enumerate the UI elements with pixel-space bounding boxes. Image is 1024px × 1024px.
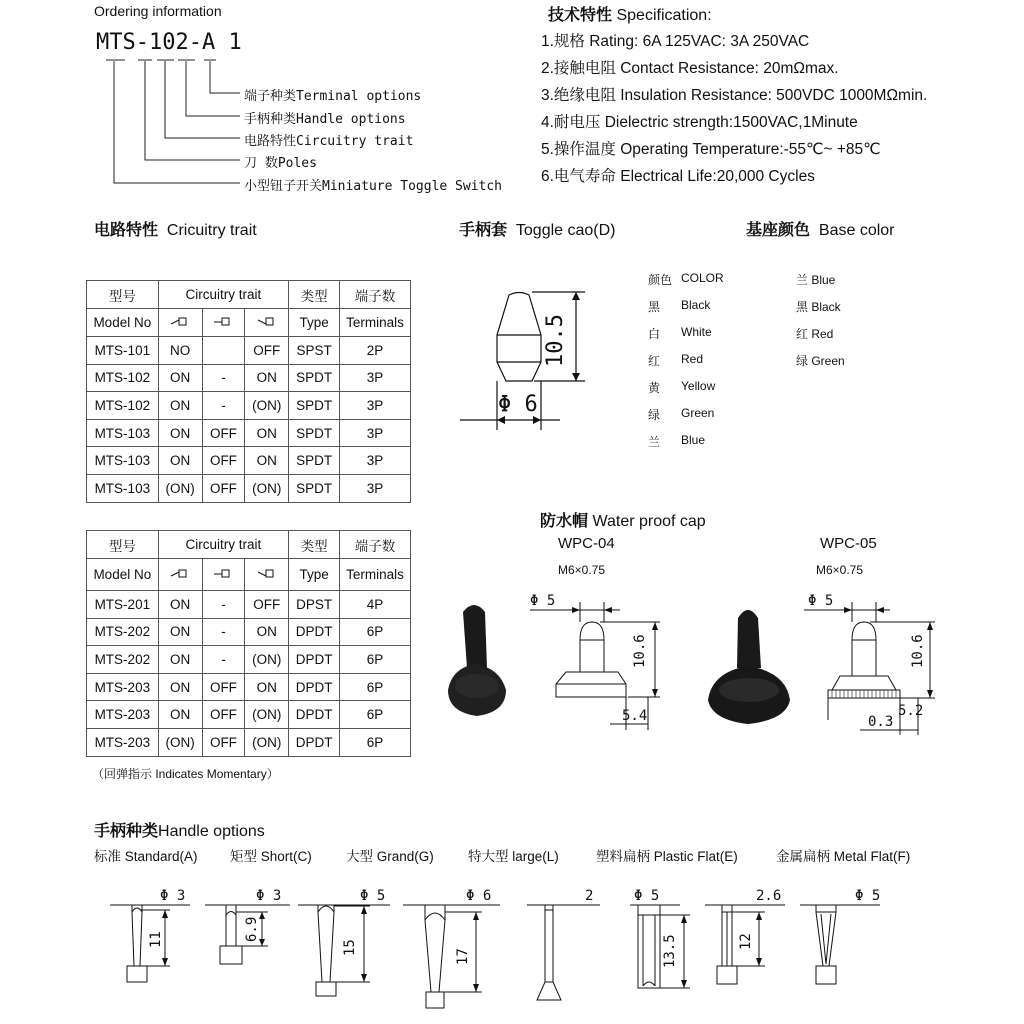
handle-short-dia: Φ 3 [256, 888, 282, 904]
cell-pos3: ON [245, 364, 289, 392]
cell-pos1: ON [158, 701, 202, 729]
cap-color-en: White [681, 325, 712, 339]
cell-pos1: ON [158, 646, 202, 674]
wpc04-name: WPC-04 [558, 535, 615, 552]
cell-model: MTS-102 [87, 364, 159, 392]
cell-pos3: (ON) [245, 646, 289, 674]
toggle-cap-width: Φ 6 [498, 392, 538, 417]
cell-pos3: ON [245, 419, 289, 447]
cell-pos3: (ON) [245, 392, 289, 420]
wpc04-dia: Φ 5 [530, 593, 556, 609]
cell-pos2: - [202, 591, 245, 619]
handle-metal-flat-len: 12 [738, 933, 754, 950]
cell-pos2: OFF [202, 447, 245, 475]
spec-line-2: 2.接触电阻 Contact Resistance: 20mΩmax. [541, 60, 839, 77]
cell-terminals: 6P [340, 618, 411, 646]
cap-color-en: Green [681, 406, 715, 420]
cell-pos1: NO [158, 337, 202, 365]
handle-metal-flat-dia: Φ 5 [855, 888, 881, 904]
cell-pos2: - [202, 392, 245, 420]
handle-title-cn: 手柄种类 [94, 823, 159, 840]
cell-model: MTS-203 [87, 701, 159, 729]
spec-title-en: Specification: [616, 7, 712, 24]
th-type-en: Type [289, 309, 340, 337]
handle-plastic-flat-side-drawing [527, 905, 600, 1000]
cell-pos3: (ON) [245, 728, 289, 756]
th-trait: Circuitry trait [158, 531, 289, 559]
wpc04-base: 5.4 [622, 708, 648, 724]
cell-model: MTS-101 [87, 337, 159, 365]
cell-terminals: 2P [340, 337, 411, 365]
th-trait: Circuitry trait [158, 281, 289, 309]
cell-pos1: ON [158, 392, 202, 420]
cell-model: MTS-103 [87, 447, 159, 475]
cell-type: SPDT [289, 364, 340, 392]
ordering-label-poles: 刀 数Poles [244, 156, 317, 171]
handle-label-short: 矩型 Short(C) [230, 849, 312, 864]
cell-model: MTS-201 [87, 591, 159, 619]
waterproof-title-en: Water proof cap [592, 513, 706, 530]
th-type-en: Type [289, 559, 340, 591]
cell-model: MTS-202 [87, 618, 159, 646]
cell-pos2: OFF [202, 728, 245, 756]
cell-terminals: 3P [340, 392, 411, 420]
cell-pos2: - [202, 618, 245, 646]
ordering-code: MTS-102-A 1 [96, 30, 242, 55]
th-model-en: Model No [87, 559, 159, 591]
cell-type: DPDT [289, 673, 340, 701]
ordering-label-handle: 手柄种类Handle options [244, 112, 406, 127]
toggle-cap-title-cn: 手柄套 [459, 222, 508, 239]
cell-pos1: ON [158, 673, 202, 701]
cell-type: SPST [289, 337, 340, 365]
cap-color-en: Yellow [681, 379, 716, 393]
handle-plastic-flat-len: 13.5 [662, 934, 678, 968]
cell-pos2: OFF [202, 419, 245, 447]
handle-short-len: 6.9 [244, 916, 260, 942]
handle-label-metal-flat: 金属扁柄 Metal Flat(F) [776, 849, 911, 864]
handle-title-en: Handle options [158, 823, 265, 840]
cell-pos3: OFF [245, 337, 289, 365]
wpc05-base: 5.2 [898, 703, 924, 719]
th-model-cn: 型号 [87, 531, 159, 559]
cell-pos1: ON [158, 618, 202, 646]
base-color-item: 兰 Blue [796, 273, 836, 287]
cap-color-cn: 绿 [648, 408, 661, 422]
handle-large-drawing [403, 905, 500, 1008]
base-color-item: 黑 Black [796, 300, 841, 314]
spec-line-1: 1.规格 Rating: 6A 125VAC: 3A 250VAC [541, 33, 810, 50]
wpc05-height: 10.6 [910, 634, 926, 668]
wpc04-thread: M6×0.75 [558, 563, 606, 577]
cell-type: DPDT [289, 618, 340, 646]
cell-type: DPDT [289, 646, 340, 674]
cell-pos3: ON [245, 618, 289, 646]
cell-terminals: 6P [340, 701, 411, 729]
cell-model: MTS-103 [87, 474, 159, 502]
wpc04-height: 10.6 [632, 634, 648, 668]
cell-pos1: (ON) [158, 728, 202, 756]
waterproof-title-cn: 防水帽 [540, 513, 589, 530]
wpc05-name: WPC-05 [820, 535, 877, 552]
cap-color-cn: 兰 [648, 435, 661, 449]
th-term-cn: 端子数 [340, 281, 411, 309]
ordering-label-switch: 小型钮子开关Miniature Toggle Switch [244, 179, 503, 194]
handle-standard-len: 11 [148, 931, 164, 948]
spec-line-4: 4.耐电压 Dielectric strength:1500VAC,1Minute [541, 114, 858, 131]
cell-model: MTS-202 [87, 646, 159, 674]
handle-label-standard: 标准 Standard(A) [94, 849, 198, 864]
base-color-title-en: Base color [818, 222, 895, 239]
th-term-en: Terminals [340, 309, 411, 337]
th-model-cn: 型号 [87, 281, 159, 309]
handle-plastic-flat-w: 2 [585, 888, 594, 904]
cell-model: MTS-203 [87, 728, 159, 756]
cell-type: SPDT [289, 419, 340, 447]
wpc05-gap: 0.3 [868, 714, 894, 730]
cell-pos1: ON [158, 364, 202, 392]
ordering-title: Ordering information [94, 3, 222, 19]
cell-type: DPDT [289, 701, 340, 729]
cell-pos3: ON [245, 673, 289, 701]
cell-terminals: 3P [340, 364, 411, 392]
cell-type: SPDT [289, 392, 340, 420]
base-color-item: 绿 Green [796, 354, 845, 368]
handle-label-large: 特大型 large(L) [468, 849, 559, 864]
cell-pos2: - [202, 364, 245, 392]
cell-pos2: OFF [202, 673, 245, 701]
handle-large-len: 17 [455, 948, 471, 965]
handle-grand-dia: Φ 5 [360, 888, 386, 904]
cell-terminals: 6P [340, 673, 411, 701]
handle-grand-len: 15 [342, 939, 358, 956]
spec-line-3: 3.绝缘电阻 Insulation Resistance: 500VDC 1000MΩmin. [541, 87, 928, 104]
spec-line-6: 6.电气寿命 Electrical Life:20,000 Cycles [541, 168, 815, 185]
ordering-label-circuit: 电路特性Circuitry trait [244, 134, 414, 149]
cap-color-en: Black [681, 298, 711, 312]
th-model-en: Model No [87, 309, 159, 337]
cell-terminals: 3P [340, 447, 411, 475]
cell-terminals: 6P [340, 728, 411, 756]
toggle-cap-height: 10.5 [543, 314, 568, 367]
handle-standard-dia: Φ 3 [160, 888, 186, 904]
cell-pos3: ON [245, 447, 289, 475]
cap-color-cn: 黄 [648, 381, 661, 395]
cell-type: SPDT [289, 474, 340, 502]
cell-terminals: 3P [340, 474, 411, 502]
cell-pos2: OFF [202, 474, 245, 502]
cap-color-cn: 白 [648, 327, 661, 341]
momentary-note: （回弹指示 Indicates Momentary） [92, 767, 279, 781]
handle-large-dia: Φ 6 [466, 888, 492, 904]
ordering-label-terminal: 端子种类Terminal options [244, 89, 422, 104]
cap-color-en: COLOR [681, 271, 724, 285]
circuit-title-cn: 电路特性 [94, 222, 159, 239]
cap-color-en: Blue [681, 433, 706, 447]
cell-model: MTS-103 [87, 419, 159, 447]
cell-terminals: 3P [340, 419, 411, 447]
wpc05-dia: Φ 5 [808, 593, 834, 609]
handle-label-plastic-flat: 塑料扁柄 Plastic Flat(E) [596, 849, 738, 864]
cap-color-cn: 黑 [648, 300, 661, 314]
handle-plastic-flat-dia: Φ 5 [634, 888, 660, 904]
handle-metal-flat-w: 2.6 [756, 888, 782, 904]
cell-pos2: OFF [202, 701, 245, 729]
wpc05-thread: M6×0.75 [816, 563, 864, 577]
handle-label-grand: 大型 Grand(G) [346, 849, 434, 864]
circuit-title-en: Cricuitry trait [166, 222, 257, 239]
toggle-cap-title-en: Toggle cao(D) [515, 222, 616, 239]
th-type-cn: 类型 [289, 531, 340, 559]
cell-model: MTS-102 [87, 392, 159, 420]
cap-color-cn: 红 [648, 354, 661, 368]
cell-model: MTS-203 [87, 673, 159, 701]
cell-pos1: ON [158, 447, 202, 475]
cell-terminals: 4P [340, 591, 411, 619]
spec-title-cn: 技术特性 [548, 7, 613, 24]
base-color-item: 红 Red [796, 327, 834, 341]
cell-pos3: (ON) [245, 701, 289, 729]
th-term-en: Terminals [340, 559, 411, 591]
cell-pos1: ON [158, 419, 202, 447]
cell-pos1: (ON) [158, 474, 202, 502]
cell-pos3: (ON) [245, 474, 289, 502]
cell-type: DPST [289, 591, 340, 619]
base-color-title-cn: 基座颜色 [746, 222, 811, 239]
cap-color-en: Red [681, 352, 704, 366]
cell-type: DPDT [289, 728, 340, 756]
th-type-cn: 类型 [289, 281, 340, 309]
th-term-cn: 端子数 [340, 531, 411, 559]
spec-line-5: 5.操作温度 Operating Temperature:-55℃~ +85℃ [541, 141, 881, 158]
cell-pos2: - [202, 646, 245, 674]
handle-metal-flat-front-drawing [800, 905, 880, 984]
cell-pos1: ON [158, 591, 202, 619]
handle-plastic-flat-front-drawing [630, 905, 690, 988]
cell-type: SPDT [289, 447, 340, 475]
cell-terminals: 6P [340, 646, 411, 674]
cap-color-cn: 颜色 [648, 273, 673, 287]
cell-pos3: OFF [245, 591, 289, 619]
